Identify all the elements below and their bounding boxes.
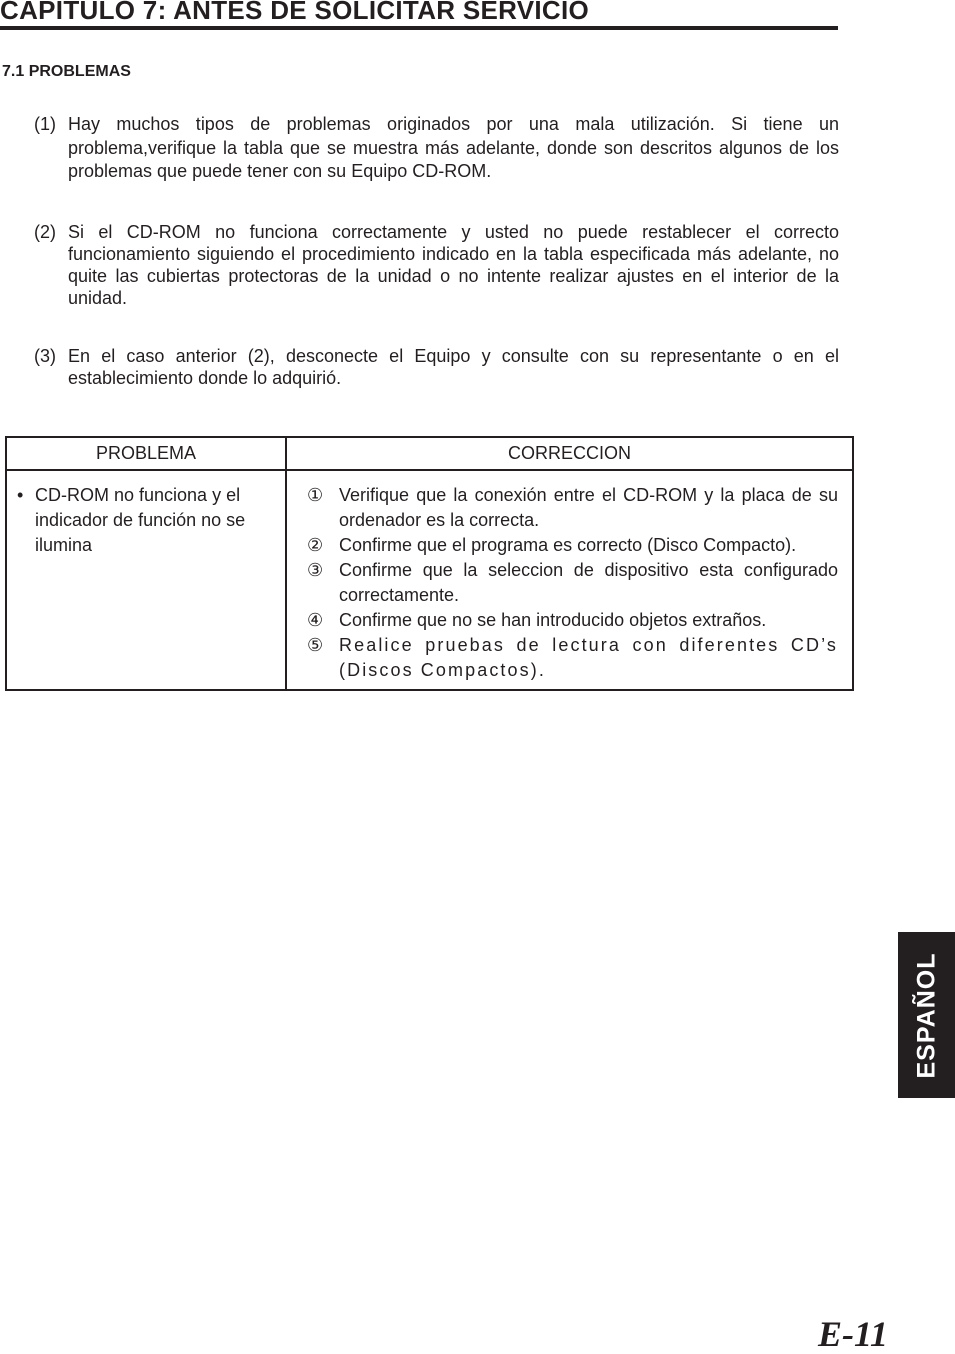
paragraph-3 — [34, 345, 839, 389]
correction-text: Verifique que la conexión entre el CD-ROM y la placa de su ordenador es la correcta. — [339, 485, 838, 530]
header-correction: CORRECCION — [286, 437, 853, 470]
paragraph-text: Hay muchos tipos de problemas originados por una mala utilización. Si tiene un problema,verifique la tabla que se muestra más adelante, donde son descritos algunos de los problemas que puede tener con su Equipo CD-ROM. — [68, 114, 839, 181]
correction-text: Confirme que no se han introducido objetos extraños. — [339, 610, 767, 630]
language-tab-label: ESPAÑOL — [912, 952, 940, 1078]
correction-text: Realice pruebas de lectura con diferentes CD’s (Discos Compactos). — [339, 635, 838, 680]
section-title: 7.1 PROBLEMAS — [2, 63, 131, 80]
step-marker: ④ — [307, 610, 324, 630]
paragraph-number: (1) — [34, 114, 56, 134]
table-header-row — [6, 437, 853, 470]
chapter-title: CAPITULO 7: ANTES DE SOLICITAR SERVICIO — [0, 0, 838, 30]
correction-item — [307, 558, 838, 608]
correction-item — [307, 533, 838, 558]
troubleshooting-table — [5, 436, 854, 691]
header-problem: PROBLEMA — [6, 437, 286, 470]
paragraph-2 — [34, 221, 839, 309]
step-marker: ③ — [307, 560, 324, 580]
step-marker: ② — [307, 535, 324, 555]
correction-item — [307, 483, 838, 533]
page-number: E-11 — [818, 1314, 889, 1354]
correction-text: Confirme que el programa es correcto (Disco Compacto). — [339, 535, 797, 555]
correction-item — [307, 633, 838, 683]
problem-text: CD-ROM no funciona y el indicador de función no se ilumina — [35, 485, 246, 555]
language-tab — [898, 932, 955, 1098]
step-marker: ① — [307, 485, 324, 505]
paragraph-text: Si el CD-ROM no funciona correctamente y usted no puede restablecer el correcto funcionamiento siguiendo el procedimiento indicado en la tabla especificada más adelante, no quite las cubiertas protectoras de la unidad o no intente realizar ajustes en el interior de la unidad. — [68, 222, 839, 308]
step-marker: ⑤ — [307, 635, 324, 655]
paragraph-number: (3) — [34, 346, 56, 366]
bullet: • — [17, 485, 24, 505]
correction-list — [287, 471, 852, 683]
paragraph-number: (2) — [34, 222, 56, 242]
table-row — [6, 470, 853, 690]
correction-cell — [286, 470, 853, 690]
paragraph-text: En el caso anterior (2), desconecte el Equipo y consulte con su representante o en el establecimiento donde lo adquirió. — [68, 346, 839, 388]
paragraph-1 — [34, 113, 839, 184]
problem-cell — [6, 470, 286, 690]
correction-text: Confirme que la seleccion de dispositivo esta configurado correctamente. — [339, 560, 838, 605]
correction-item — [307, 608, 838, 633]
